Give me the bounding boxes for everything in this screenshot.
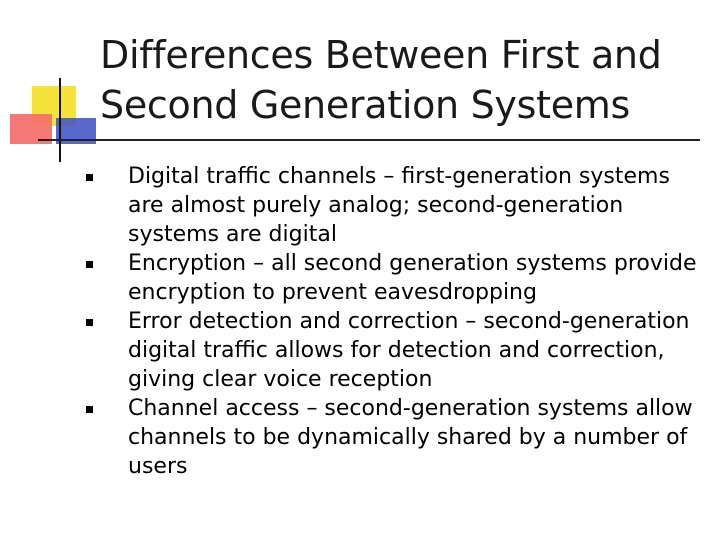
square-bullet-icon — [86, 406, 93, 413]
square-bullet-icon — [86, 319, 93, 326]
bullet-item — [86, 249, 702, 307]
bullet-list — [86, 162, 702, 481]
bullet-text: Error detection and correction – second-generation digital traffic allows for detection and correction, giving clear voice reception — [128, 309, 690, 392]
title-divider — [40, 139, 700, 141]
square-bullet-icon — [86, 174, 93, 181]
bullet-text: Channel access – second-generation systems allow channels to be dynamically shared by a number of users — [128, 396, 693, 479]
slide-title: Differences Between First and Second Generation Systems — [100, 33, 662, 127]
bullet-item — [86, 307, 702, 394]
bullet-item — [86, 394, 702, 481]
bullet-item — [86, 162, 702, 249]
square-bullet-icon — [86, 261, 93, 268]
bullet-text: Digital traffic channels – first-generation systems are almost purely analog; second-generation systems are digital — [128, 164, 670, 247]
bullet-text: Encryption – all second generation systems provide encryption to prevent eavesdropping — [128, 251, 697, 305]
colored-squares-logo-icon — [0, 0, 100, 170]
